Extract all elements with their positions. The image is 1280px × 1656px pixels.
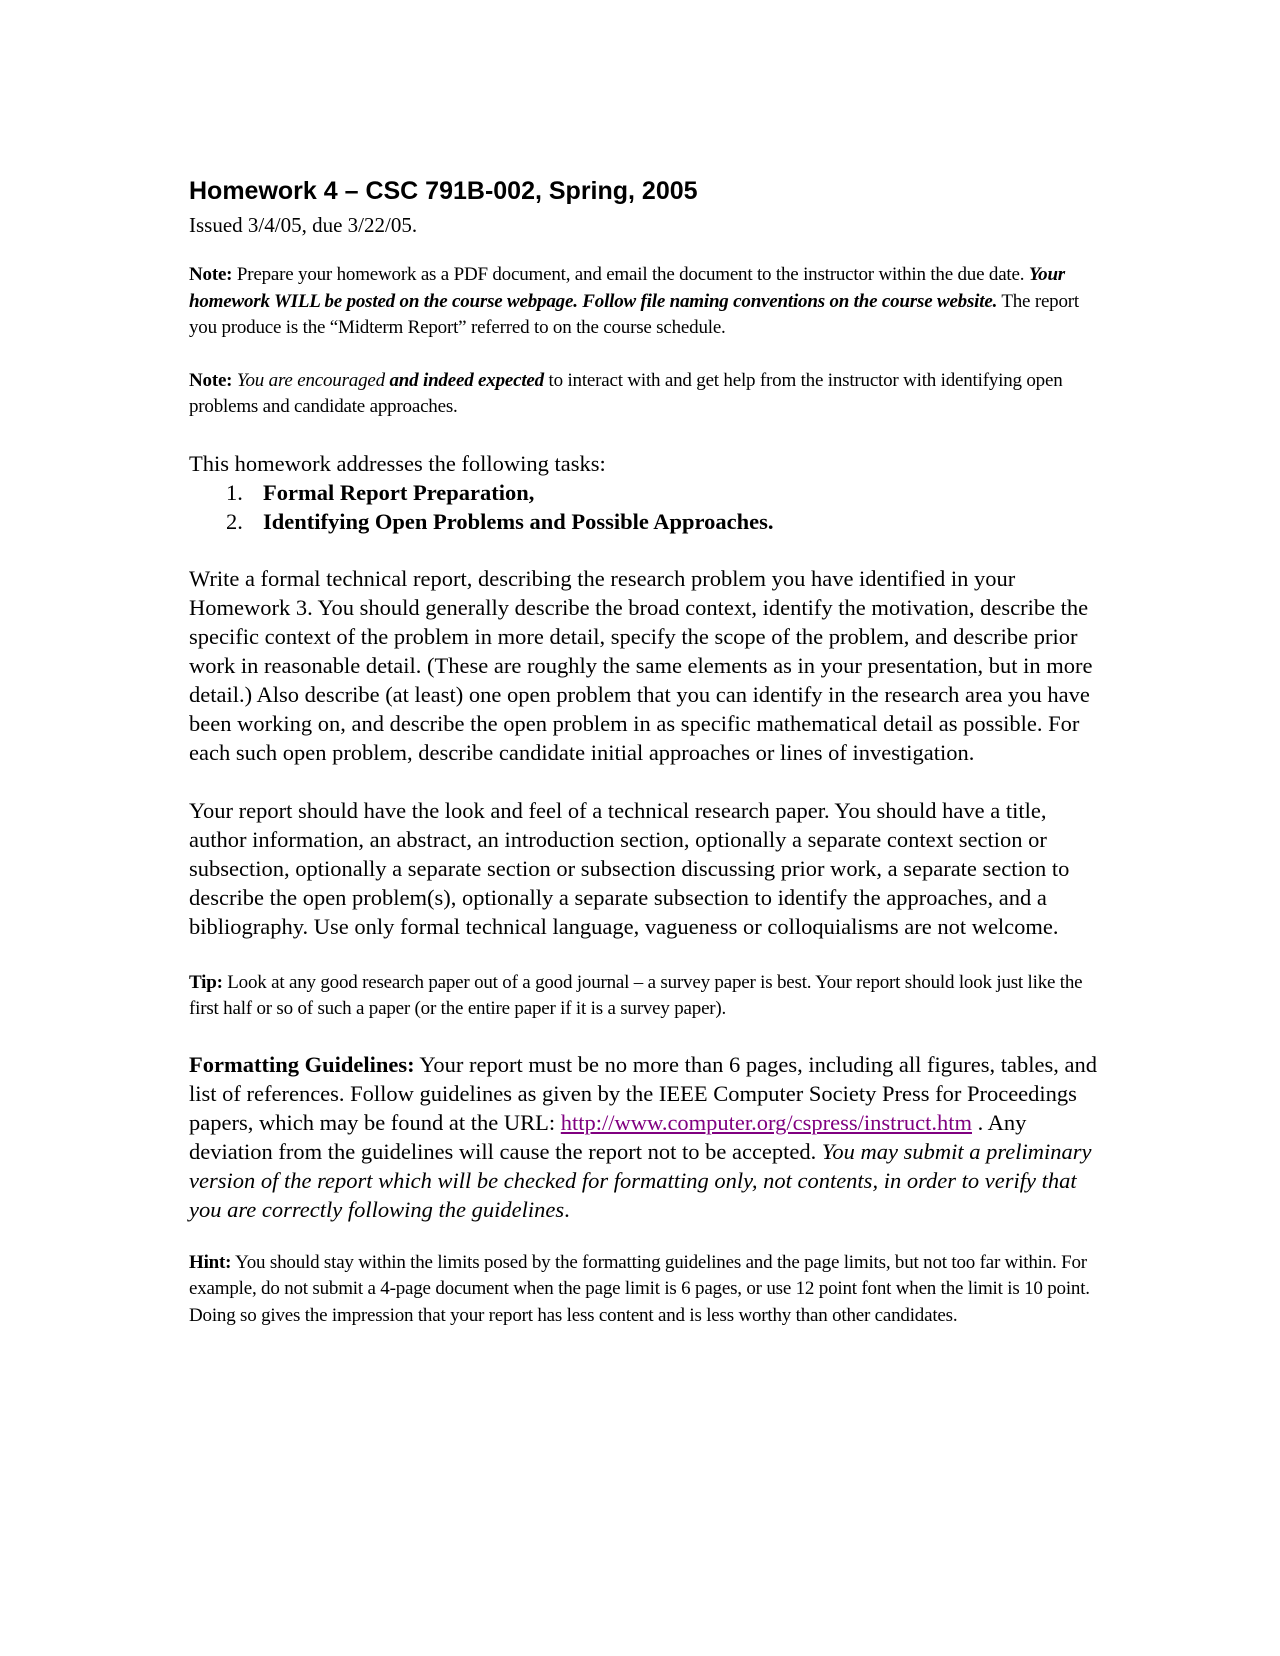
note-italic: You are encouraged bbox=[236, 369, 385, 391]
task-item bbox=[226, 478, 1099, 507]
note-emphasis: Your homework WILL be posted on the course webpage. Follow file naming conventions on the course website. bbox=[189, 264, 1066, 312]
note-text: Prepare your homework as a PDF document, and email the document to the instructor within the due date. bbox=[232, 264, 1029, 285]
paragraph-report-description: Write a formal technical report, describing the research problem you have identified in your Homework 3. You should generally describe the broad context, identify the motivation, describe the specific context of the problem in more detail, specify the scope of the problem, and describe prior work in reasonable detail. (These are roughly the same elements as in your presentation, but in more detail.) Also describe (at least) one open problem that you can identify in the research area you have been working on, and describe the open problem in as specific mathematical detail as possible. For each such open problem, describe candidate initial approaches or lines of investigation. bbox=[189, 565, 1093, 765]
formatting-italic: You may submit a preliminary version of the report which will be checked for formatting only, not contents, in order to verify that you are correctly following the guidelines bbox=[189, 1138, 1092, 1222]
task-list bbox=[189, 478, 1099, 536]
tip-label: Tip: bbox=[189, 971, 223, 993]
task-number: 2. bbox=[226, 508, 243, 534]
hint bbox=[189, 1250, 1099, 1330]
document-page bbox=[189, 174, 1099, 1329]
formatting-end: . bbox=[564, 1196, 570, 1222]
task-number: 1. bbox=[226, 479, 243, 505]
paragraph-report-structure: Your report should have the look and feel of a technical research paper. You should have a title, author information, an abstract, an introduction section, optionally a separate context section or subsection, optionally a separate section or subsection discussing prior work, a separate section to describe the open problem(s), optionally a separate subsection to identify the approaches, and a bibliography. Use only formal technical language, vagueness or colloquialisms are not welcome. bbox=[189, 797, 1070, 939]
tip-text: Look at any good research paper out of a good journal – a survey paper is best. Your report should look just like the first half or so of such a paper (or the entire paper if it is a survey paper). bbox=[189, 971, 1083, 1019]
task-label: Identifying Open Problems and Possible Approaches. bbox=[263, 508, 774, 534]
note-bold-italic: and indeed expected bbox=[384, 369, 544, 391]
hint-text: You should stay within the limits posed by the formatting guidelines and the page limits, but not too far within. For example, do not submit a 4-page document when the page limit is 6 pages, or use 12 point font when the limit is 10 point. Doing so gives the impression that your report has less content and is less worthy than other candidates. bbox=[189, 1251, 1090, 1326]
hint-label: Hint: bbox=[189, 1251, 232, 1273]
tip bbox=[189, 970, 1099, 1023]
note-text-end: The report you produce is the “Midterm Report” referred to on the course schedule. bbox=[189, 290, 1079, 338]
note-label: Note: bbox=[189, 369, 233, 391]
issued-date: Issued 3/4/05, due 3/22/05. bbox=[189, 213, 418, 237]
formatting-label: Formatting Guidelines: bbox=[189, 1051, 415, 1077]
formatting-text-cont: . Any deviation from the guidelines will cause the report not to be accepted. bbox=[189, 1109, 1027, 1164]
guidelines-link[interactable]: http://www.computer.org/cspress/instruct.htm bbox=[560, 1109, 972, 1135]
note-label: Note: bbox=[189, 264, 233, 285]
note-help bbox=[189, 368, 1099, 421]
note-text: to interact with and get help from the instructor with identifying open problems and candidate approaches. bbox=[189, 369, 1063, 417]
formatting-guidelines bbox=[189, 1050, 1099, 1224]
tasks-intro: This homework addresses the following tasks: bbox=[189, 450, 606, 476]
document-title: Homework 4 – CSC 791B-002, Spring, 2005 bbox=[189, 177, 698, 205]
formatting-text: Your report must be no more than 6 pages, including all figures, tables, and list of references. Follow guidelines as given by the IEEE Computer Society Press for Proceedings papers, which may be found at the URL: bbox=[189, 1051, 1097, 1135]
note-submission bbox=[189, 262, 1099, 342]
task-label: Formal Report Preparation, bbox=[263, 479, 535, 505]
task-item bbox=[226, 507, 1099, 536]
